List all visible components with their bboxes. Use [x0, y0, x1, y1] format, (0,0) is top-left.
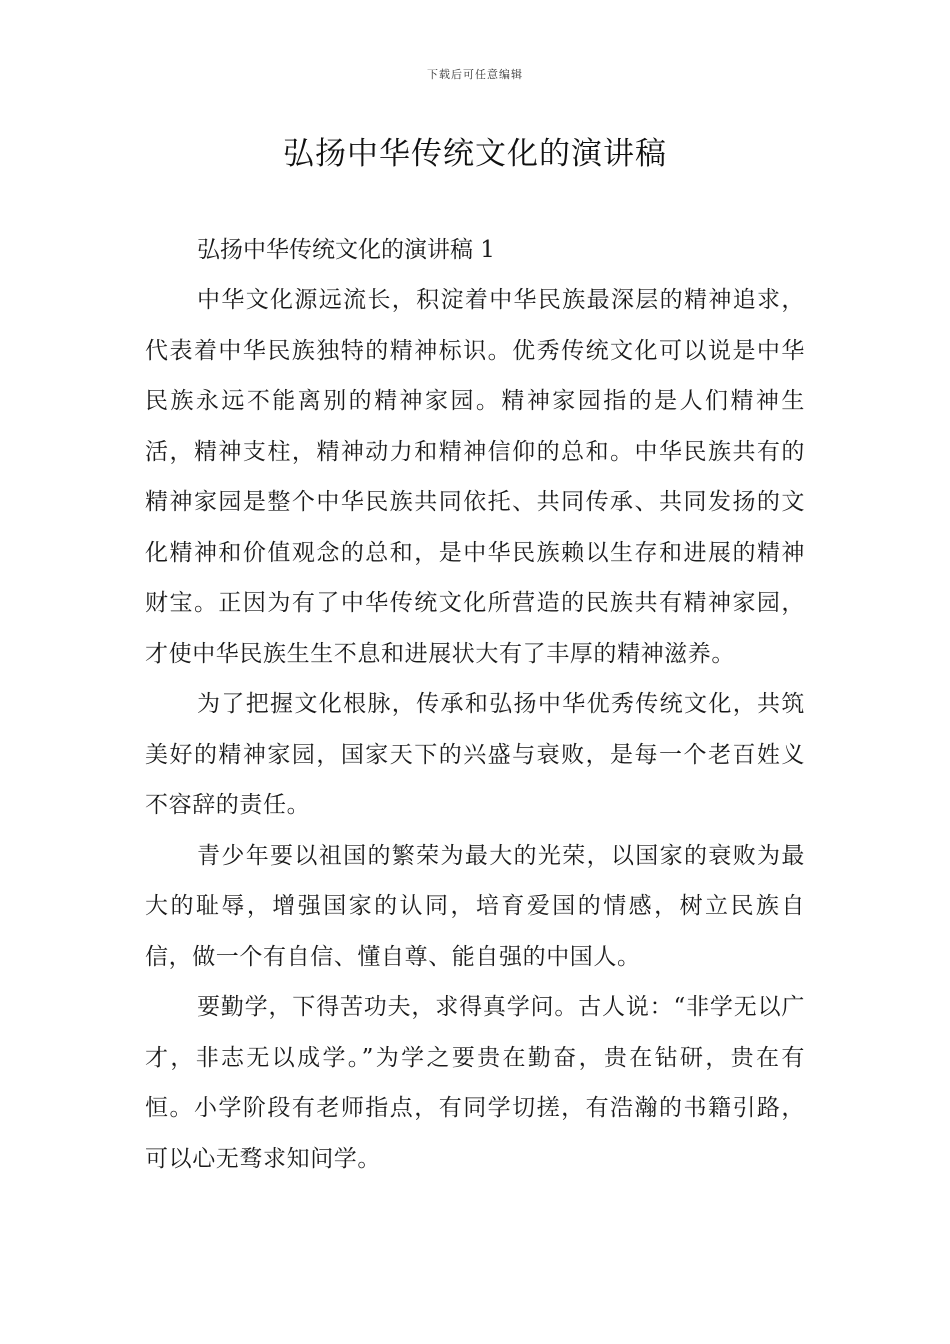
document-body — [145, 225, 805, 1184]
document-title: 弘扬中华传统文化的演讲稿 — [283, 136, 667, 172]
paragraph-3: 青少年要以祖国的繁荣为最大的光荣，以国家的衰败为最大的耻辱，增强国家的认同，培育爱国的情感，树立民族自信，做一个有自信、懂自尊、能自强的中国人。 — [145, 842, 805, 970]
header-note: 下载后可任意编辑 — [427, 68, 523, 81]
paragraph-1: 中华文化源远流长，积淀着中华民族最深层的精神追求，代表着中华民族独特的精神标识。优秀传统文化可以说是中华民族永远不能离别的精神家园。精神家园指的是人们精神生活，精神支柱，精神动力和精神信仰的总和。中华民族共有的精神家园是整个中华民族共同依托、共同传承、共同发扬的文化精神和价值观念的总和，是中华民族赖以生存和进展的精神财宝。正因为有了中华传统文化所营造的民族共有精神家园，才使中华民族生生不息和进展状大有了丰厚的精神滋养。 — [145, 287, 805, 667]
section-subtitle: 弘扬中华传统文化的演讲稿 1 — [197, 237, 495, 263]
paragraph-2: 为了把握文化根脉，传承和弘扬中华优秀传统文化，共筑美好的精神家园，国家天下的兴盛与衰败，是每一个老百姓义不容辞的责任。 — [145, 691, 805, 818]
paragraph-4: 要勤学，下得苦功夫，求得真学问。古人说：“非学无以广才，非志无以成学。”为学之要贵在勤奋，贵在钻研，贵在有恒。小学阶段有老师指点，有同学切搓，有浩瀚的书籍引路，可以心无骛求知问学。 — [145, 994, 805, 1172]
